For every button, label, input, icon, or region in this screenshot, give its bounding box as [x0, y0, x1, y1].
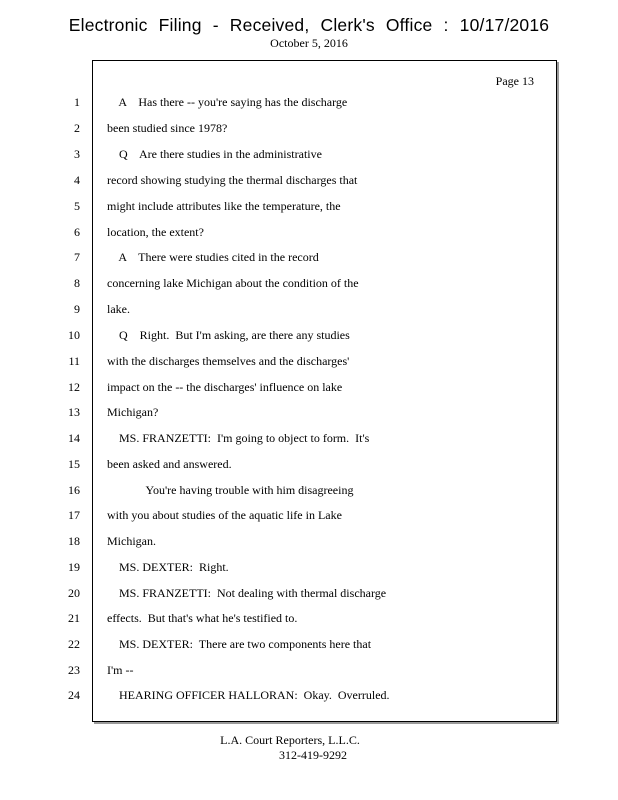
document-date: October 5, 2016 [270, 36, 348, 50]
page-number: Page 13 [495, 74, 534, 88]
transcript-line: been studied since 1978? [107, 121, 228, 135]
transcript-line: HEARING OFFICER HALLORAN: Okay. Overruled. [107, 688, 390, 702]
transcript-line: A There were studies cited in the record [107, 250, 319, 264]
transcript-line: MS. FRANZETTI: Not dealing with thermal discharge [107, 586, 387, 600]
line-number: 19 [68, 560, 80, 574]
line-number: 5 [74, 199, 80, 213]
transcript-line: You're having trouble with him disagreeing [107, 483, 354, 497]
transcript-line: Q Right. But I'm asking, are there any studies [107, 328, 350, 342]
transcript-line: concerning lake Michigan about the condition of the [107, 276, 359, 290]
line-number: 13 [68, 405, 80, 419]
transcript-line: record showing studying the thermal discharges that [107, 173, 358, 187]
transcript-line: MS. DEXTER: Right. [107, 560, 229, 574]
line-number: 9 [74, 302, 80, 316]
transcript-line: effects. But that's what he's testified to. [107, 611, 298, 625]
line-number: 6 [74, 225, 80, 239]
line-number: 11 [68, 354, 80, 368]
transcript-line: Michigan? [107, 405, 159, 419]
court-reporter-name: L.A. Court Reporters, L.L.C. [220, 733, 360, 747]
court-reporter-phone: 312-419-9292 [279, 748, 347, 762]
line-number: 3 [74, 147, 80, 161]
line-number: 20 [68, 586, 80, 600]
line-number: 14 [68, 431, 80, 445]
line-number: 2 [74, 121, 80, 135]
transcript-line: A Has there -- you're saying has the discharge [107, 95, 348, 109]
line-number: 1 [74, 95, 80, 109]
transcript-line: Q Are there studies in the administrative [107, 147, 322, 161]
line-number: 17 [68, 508, 80, 522]
transcript-line: with you about studies of the aquatic life in Lake [107, 508, 342, 522]
transcript-line: Michigan. [107, 534, 156, 548]
line-number: 16 [68, 483, 80, 497]
line-number: 18 [68, 534, 80, 548]
transcript-line: impact on the -- the discharges' influence on lake [107, 380, 343, 394]
line-number: 22 [68, 637, 80, 651]
line-number: 24 [68, 688, 80, 702]
line-number: 21 [68, 611, 80, 625]
line-number: 12 [68, 380, 80, 394]
transcript-line: lake. [107, 302, 130, 316]
line-number: 8 [74, 276, 80, 290]
transcript-line: might include attributes like the temperature, the [107, 199, 341, 213]
line-number: 15 [68, 457, 80, 471]
transcript-line: been asked and answered. [107, 457, 232, 471]
transcript-line: MS. DEXTER: There are two components here that [107, 637, 372, 651]
line-number: 10 [68, 328, 80, 342]
line-number: 4 [74, 173, 80, 187]
electronic-filing-stamp: Electronic Filing - Received, Clerk's Office : 10/17/2016 [68, 15, 550, 35]
line-number: 7 [74, 250, 80, 264]
transcript-line: MS. FRANZETTI: I'm going to object to form. It's [107, 431, 370, 445]
transcript-line: location, the extent? [107, 225, 204, 239]
transcript-line: I'm -- [107, 663, 134, 677]
line-number: 23 [68, 663, 80, 677]
transcript-line: with the discharges themselves and the discharges' [107, 354, 350, 368]
